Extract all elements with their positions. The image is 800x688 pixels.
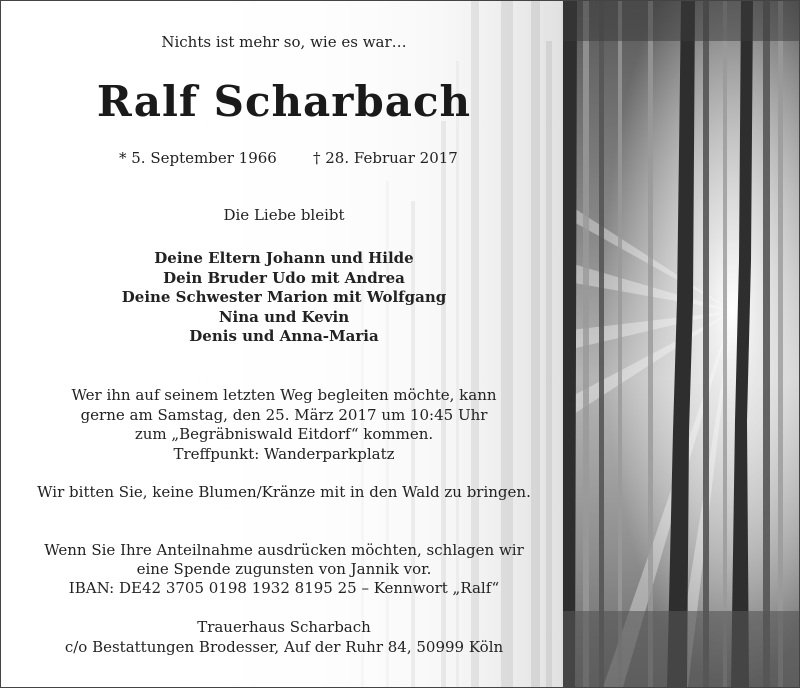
funeral-line: gerne am Samstag, den 25. März 2017 um 10:45 Uhr bbox=[80, 405, 488, 424]
deceased-name: Ralf Scharbach bbox=[96, 77, 472, 126]
family-line: Nina und Kevin bbox=[218, 307, 350, 326]
donation-line: Wenn Sie Ihre Anteilnahme ausdrücken möchten, schlagen wir bbox=[44, 541, 524, 559]
funeral-line: zum „Begräbniswald Eitdorf“ kommen. bbox=[134, 425, 434, 443]
mourning-address bbox=[1, 617, 567, 657]
family-line: Denis und Anna-Maria bbox=[189, 327, 379, 346]
flowers-request: Wir bitten Sie, keine Blumen/Kränze mit in den Wald zu bringen. bbox=[37, 483, 531, 501]
funeral-line: Wer ihn auf seinem letzten Weg begleiten möchte, kann bbox=[71, 386, 497, 404]
address-line: c/o Bestattungen Brodesser, Auf der Ruhr 84, 50999 Köln bbox=[64, 638, 504, 656]
death-date: † 28. Februar 2017 bbox=[313, 149, 458, 167]
family-line: Deine Schwester Marion mit Wolfgang bbox=[121, 288, 447, 307]
love-line: Die Liebe bleibt bbox=[223, 206, 345, 224]
donation-info bbox=[1, 541, 567, 598]
motto: Nichts ist mehr so, wie es war… bbox=[161, 33, 407, 51]
forest-photo bbox=[563, 1, 799, 687]
funeral-line: Treffpunkt: Wanderparkplatz bbox=[173, 444, 395, 463]
donation-line: IBAN: DE42 3705 0198 1932 8195 25 – Kennwort „Ralf“ bbox=[68, 579, 500, 597]
family-line: Dein Bruder Udo mit Andrea bbox=[163, 268, 405, 287]
donation-line: eine Spende zugunsten von Jannik vor. bbox=[136, 560, 432, 578]
notice-text bbox=[1, 1, 567, 687]
family-list bbox=[1, 249, 567, 347]
funeral-info bbox=[1, 386, 567, 464]
address-line: Trauerhaus Scharbach bbox=[197, 618, 371, 636]
birth-date: * 5. September 1966 bbox=[119, 149, 277, 167]
family-line: Deine Eltern Johann und Hilde bbox=[154, 249, 414, 267]
